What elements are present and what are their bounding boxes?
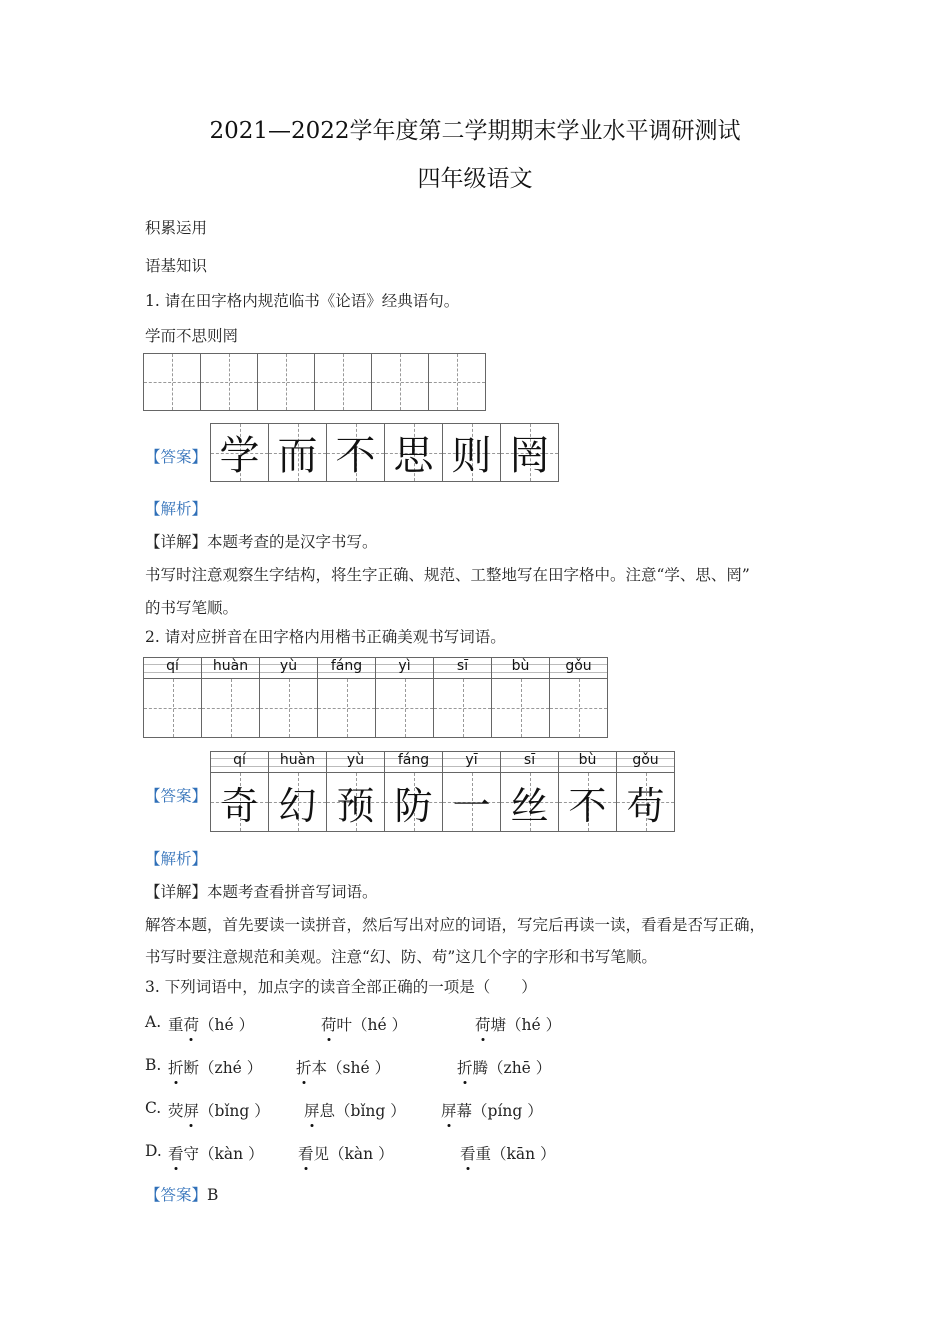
answer-cell: 预 [326,773,385,832]
option-c-letter[interactable]: C. [145,1099,162,1117]
answer-cell: 一 [442,773,501,832]
answer-cell [384,423,443,482]
tianzige-cell[interactable] [549,679,608,738]
pinyin-label: huàn [268,751,327,773]
question-2-detail [145,880,378,902]
option-b-word-3: 折腾（zhē ） [457,1059,552,1077]
question-3-answer [145,1183,218,1205]
pinyin-label: yù [326,751,385,773]
dotted-char: 屏 [441,1102,457,1120]
answer-char: 罔 [509,433,550,479]
page-subtitle: 四年级语文 [417,166,533,192]
detail-label: 【详解】 [145,533,208,551]
answer-cell: 防 [384,773,443,832]
pinyin-label: fáng [384,751,443,773]
dotted-char: 屏 [304,1102,320,1120]
tianzige-cell[interactable] [314,353,372,411]
question-1-answer-grid [210,423,559,482]
pinyin-label: bù [491,657,550,679]
dotted-char: 折 [296,1059,312,1077]
pinyin-label: sī [433,657,492,679]
answer-cell: 丝 [500,773,559,832]
page-title: 2021—2022学年度第二学期期末学业水平调研测试 [209,118,741,144]
pinyin-label: yù [259,657,318,679]
detail-label: 【详解】 [145,883,208,901]
sub-section-heading: 语基知识 [145,257,208,275]
question-1-phrase: 学而不思则罔 [145,327,239,345]
dotted-char: 看 [168,1145,184,1163]
question-2-answer-grid [210,751,675,832]
tianzige-cell[interactable] [428,353,486,411]
answer-cell: 幻 [268,773,327,832]
tianzige-cell[interactable] [317,679,376,738]
question-2-text: 2. 请对应拼音在田字格内用楷书正确美观书写词语。 [145,628,506,646]
question-2-detail-2: 解答本题，首先要读一读拼音，然后写出对应的词语，写完后再读一读，看看是否写正确， [145,916,766,934]
answer-cell [500,423,559,482]
answer-cell: 奇 [210,773,269,832]
tianzige-cell[interactable] [201,679,260,738]
answer-cell [268,423,327,482]
pinyin-label: sī [500,751,559,773]
question-2-answer-label: 【答案】 [145,787,208,805]
question-2-detail-3: 书写时要注意规范和美观。注意“幻、防、苟”这几个字的字形和书写笔顺。 [145,948,657,966]
pinyin-label: huàn [201,657,260,679]
answer-cell [442,423,501,482]
tianzige-cell[interactable] [433,679,492,738]
dotted-char: 折 [168,1059,184,1077]
answer-char: 则 [451,433,492,479]
tianzige-cell[interactable] [375,679,434,738]
answer-cell: 不 [558,773,617,832]
pinyin-label: yī [442,751,501,773]
answer-char: 思 [393,433,434,479]
detail-text: 本题考查的是汉字书写。 [207,533,378,551]
answer-char: 不 [335,433,376,479]
option-c-word-3: 屏幕（píng ） [441,1102,543,1120]
answer-value: B [207,1186,219,1204]
tianzige-cell[interactable] [259,679,318,738]
answer-char: 学 [219,433,260,479]
answer-char: 而 [277,433,318,479]
dotted-char: 荷 [475,1016,491,1034]
detail-text: 本题考查看拼音写词语。 [207,883,378,901]
dotted-char: 折 [457,1059,473,1077]
option-d-word-1: 看守（kàn ） [168,1145,264,1163]
option-b-word-2: 折本（shé ） [296,1059,391,1077]
option-b-letter[interactable]: B. [145,1056,162,1074]
pinyin-label: qí [210,751,269,773]
tianzige-cell[interactable] [257,353,315,411]
question-1-text: 1. 请在田字格内规范临书《论语》经典语句。 [145,292,460,310]
option-a-letter[interactable]: A. [145,1013,162,1031]
pinyin-label: gǒu [549,657,608,679]
option-b-word-1: 折断（zhé ） [168,1059,263,1077]
dotted-char: 荷 [183,1016,200,1034]
option-a-word-3: 荷塘（hé ） [475,1016,562,1034]
question-1-blank-grid [143,353,486,411]
question-1-detail-2: 书写时注意观察生字结构，将生字正确、规范、工整地写在田字格中。注意“学、思、罔” [145,566,750,584]
tianzige-cell[interactable] [200,353,258,411]
question-1-detail-3: 的书写笔顺。 [145,599,239,617]
dotted-char: 屏 [183,1102,200,1120]
section-heading: 积累运用 [145,219,208,237]
option-d-letter[interactable]: D. [145,1142,162,1160]
dotted-char: 看 [460,1145,476,1163]
option-c-word-2: 屏息（bǐng ） [304,1102,406,1120]
pinyin-label: bù [558,751,617,773]
option-d-word-2: 看见（kàn ） [298,1145,394,1163]
question-3-text: 3. 下列词语中，加点字的读音全部正确的一项是（ ） [145,978,537,996]
tianzige-cell[interactable] [143,679,202,738]
question-1-answer-label: 【答案】 [145,448,208,466]
pinyin-label: fáng [317,657,376,679]
dotted-char: 看 [298,1145,314,1163]
pinyin-label: qí [143,657,202,679]
question-2-blank-grid [143,657,608,738]
answer-cell: 苟 [616,773,675,832]
question-1-analysis-label: 【解析】 [145,500,208,518]
pinyin-label: yì [375,657,434,679]
question-2-analysis-label: 【解析】 [145,850,208,868]
answer-cell [326,423,385,482]
option-d-word-3: 看重（kān ） [460,1145,556,1163]
option-a-word-2: 荷叶（hé ） [321,1016,408,1034]
tianzige-cell[interactable] [371,353,429,411]
tianzige-cell[interactable] [491,679,550,738]
dotted-char: 荷 [321,1016,337,1034]
option-a-word-1: 重荷（hé ） [168,1016,255,1034]
answer-cell [210,423,269,482]
answer-label: 【答案】 [145,1186,208,1204]
tianzige-cell[interactable] [143,353,201,411]
option-c-word-1: 荧屏（bǐng ） [168,1102,270,1120]
pinyin-label: gǒu [616,751,675,773]
question-1-detail [145,530,378,552]
